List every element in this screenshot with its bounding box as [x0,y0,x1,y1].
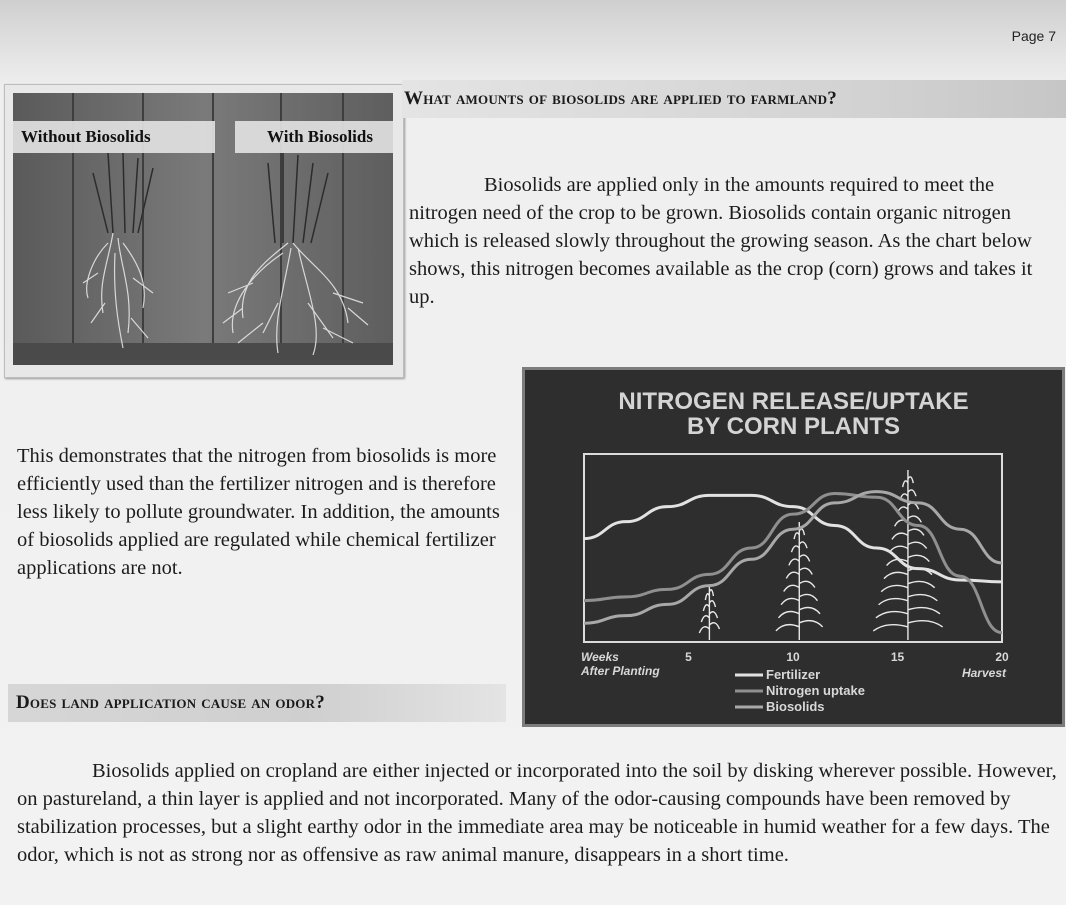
odor-paragraph: Biosolids applied on cropland are either injected or incorporated into the soil by disking wherever possible. However, on pastureland, a thin layer is applied and not incorporated. Many of the odor-causing compounds have been removed by stabilization processes, but a slight earthy odor in the immediate area may be noticeable in humid weather for a few days. The odor, which is not as strong nor as offensive as raw animal manure, disappears in a short time. [17,760,1057,866]
chart-title-line2: BY CORN PLANTS [687,413,900,440]
section-heading-amounts-text: What amounts of biosolids are applied to farmland? [404,88,837,109]
section-heading-odor [8,684,506,722]
x-tick-label: 10 [786,650,800,664]
x-axis-label-line2: After Planting [581,664,660,678]
legend-label: Biosolids [766,699,825,714]
efficiency-paragraph: This demonstrates that the nitrogen from biosolids is more efficiently used than the fertilizer nitrogen and is therefore less likely to pollute groundwater. In addition, the amounts of biosolids applied are regulated while chemical fertilizer applications are not. [17,445,500,579]
x-axis-label-line1: Weeks [581,650,619,664]
label-with-biosolids: With Biosolids [235,121,393,153]
corn-plant-large [873,470,942,640]
photo-image [13,93,393,365]
x-tick-label: 5 [685,650,692,664]
nitrogen-chart-panel [525,370,1062,724]
section-heading-amounts [402,80,1066,118]
x-tick-label: 15 [890,650,905,664]
chart-plot [525,370,1062,724]
series-line-fertilizer [584,495,1002,581]
corn-plant-small [699,585,719,640]
section-heading-odor-text: Does land application cause an odor? [16,692,325,713]
chart-title-line1: NITROGEN RELEASE/UPTAKE [618,388,969,415]
page-number: Page 7 [1011,28,1056,44]
series-line-biosolids [584,492,1002,624]
x-axis-end-label: Harvest [961,666,1006,680]
x-tick-label: 20 [995,650,1009,664]
legend-label: Nitrogen uptake [766,683,865,698]
label-without-biosolids: Without Biosolids [13,121,215,153]
corn-plant-medium [776,522,823,640]
legend-label: Fertilizer [766,667,821,682]
nitrogen-chart [522,367,1065,727]
root-comparison-photo [4,84,404,378]
amounts-paragraph: Biosolids are applied only in the amounts required to meet the nitrogen need of the crop to be grown. Biosolids contain organic nitrogen which is released slowly throughout the growing season. As the chart below shows, this nitrogen becomes available as the crop (corn) grows and takes it up. [409,174,1033,308]
